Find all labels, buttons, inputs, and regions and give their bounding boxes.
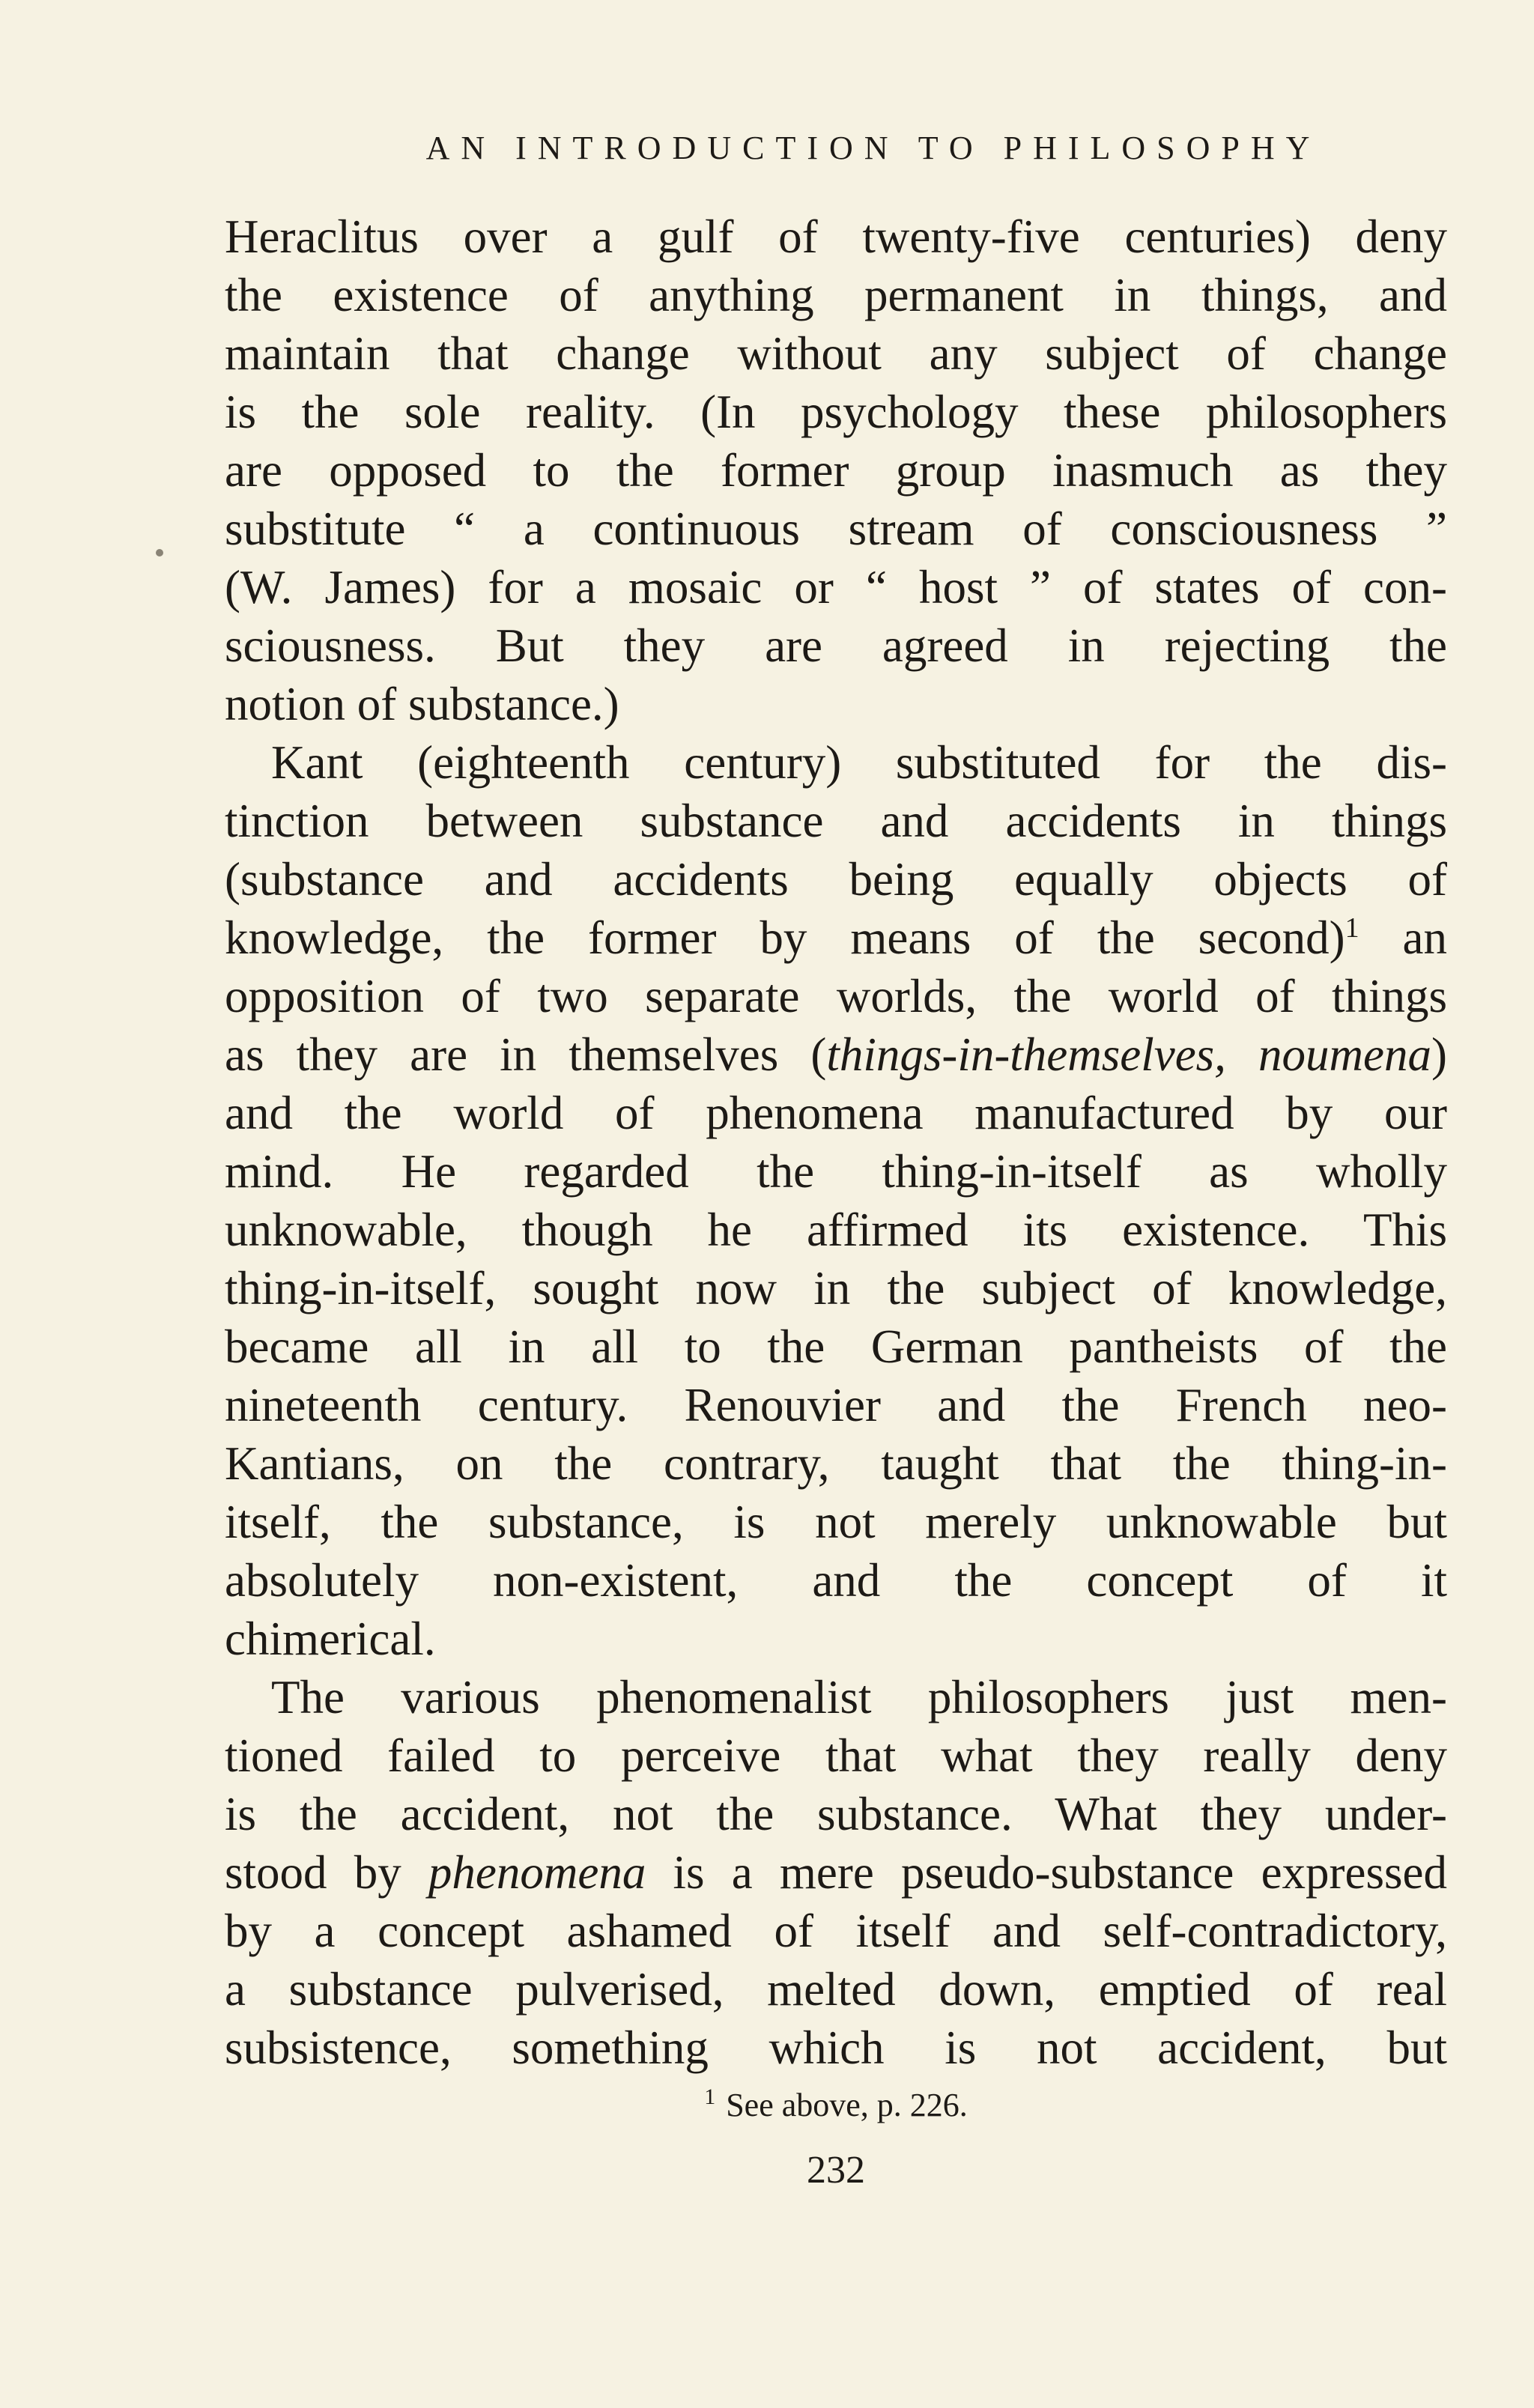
text-line xyxy=(225,909,1447,967)
line-text: as they are in themselves ( xyxy=(225,1028,827,1081)
text-line xyxy=(225,1025,1447,1084)
text-line: notion of substance.) xyxy=(225,678,619,730)
text-line: are opposed to the former group inasmuch as they xyxy=(225,444,1447,497)
margin-speck xyxy=(156,549,163,556)
text-line: is the accident, not the substance. What they under- xyxy=(225,1788,1447,1840)
text-line: sciousness. But they are agreed in rejecting the xyxy=(225,619,1447,672)
text-line: tioned failed to perceive that what they really deny xyxy=(225,1729,1447,1782)
text-line: (substance and accidents being equally objects of xyxy=(225,853,1447,906)
text-line: maintain that change without any subject of change xyxy=(225,327,1447,380)
text-line: subsistence, something which is not accident, but xyxy=(225,2022,1447,2074)
line-text: an xyxy=(1359,912,1447,964)
text-line: tinction between substance and accidents in things xyxy=(225,795,1447,847)
italic-term: phenomena xyxy=(428,1846,646,1899)
text-line: by a concept ashamed of itself and self-contradictory, xyxy=(225,1905,1447,1957)
text-line: nineteenth century. Renouvier and the French neo- xyxy=(225,1379,1447,1431)
text-line: mind. He regarded the thing-in-itself as wholly xyxy=(225,1145,1447,1198)
text-line: became all in all to the German pantheists of the xyxy=(225,1320,1447,1373)
text-line: substitute “ a continuous stream of consciousness ” xyxy=(225,503,1447,555)
line-text: is a mere pseudo-substance expressed xyxy=(646,1846,1447,1899)
footnote-reference: 1 xyxy=(1344,912,1359,944)
text-line: chimerical. xyxy=(225,1613,436,1665)
text-line: The various phenomenalist philosophers just men- xyxy=(271,1671,1447,1723)
italic-term: things-in-themselves, noumena xyxy=(826,1028,1432,1081)
text-line: Kantians, on the contrary, taught that the thing-in- xyxy=(225,1437,1447,1490)
text-line: thing-in-itself, sought now in the subject of knowledge, xyxy=(225,1262,1447,1314)
text-line: a substance pulverised, melted down, emptied of real xyxy=(225,1963,1447,2016)
text-line xyxy=(225,1843,1447,1902)
line-text: stood by xyxy=(225,1846,401,1899)
footnote xyxy=(225,2086,1447,2124)
text-line: unknowable, though he affirmed its existence. This xyxy=(225,1204,1447,1256)
text-line: absolutely non-existent, and the concept of it xyxy=(225,1554,1447,1607)
running-head: AN INTRODUCTION TO PHILOSOPHY xyxy=(425,130,1321,166)
text-line: opposition of two separate worlds, the world of things xyxy=(225,970,1447,1022)
page-number: 232 xyxy=(807,2149,865,2192)
footnote-mark: 1 xyxy=(704,2084,716,2110)
text-line: and the world of phenomena manufactured by our xyxy=(225,1087,1447,1139)
line-text: ) xyxy=(1431,1028,1447,1081)
text-line: the existence of anything permanent in things, and xyxy=(225,269,1447,321)
text-line: Kant (eighteenth century) substituted for the dis- xyxy=(271,736,1447,789)
text-line: itself, the substance, is not merely unknowable but xyxy=(225,1496,1447,1548)
text-line: is the sole reality. (In psychology these philosophers xyxy=(225,386,1447,438)
footnote-text: See above, p. 226. xyxy=(726,2087,968,2123)
line-text: knowledge, the former by means of the second) xyxy=(225,912,1345,964)
book-page xyxy=(225,0,1447,2408)
text-line: Heraclitus over a gulf of twenty-five centuries) deny xyxy=(225,210,1447,263)
text-line: (W. James) for a mosaic or “ host ” of states of con- xyxy=(225,561,1447,613)
